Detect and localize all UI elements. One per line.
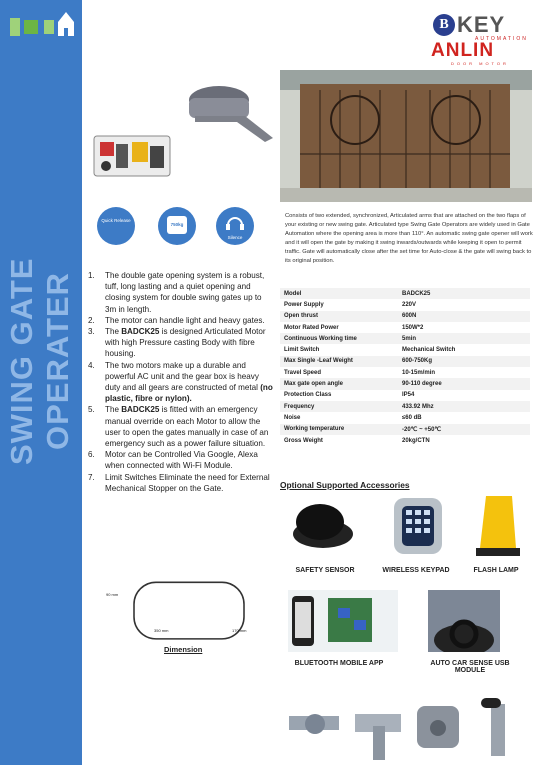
spec-key: Max Single -Leaf Weight <box>280 356 398 367</box>
spec-key: Open thrust <box>280 311 398 322</box>
safety-sensor-image <box>288 500 358 552</box>
spec-row <box>280 333 530 344</box>
list-item <box>88 404 274 449</box>
feature-label: 750kg <box>170 222 184 227</box>
list-item <box>88 360 274 405</box>
bluetooth-app-label: BLUETOOTH MOBILE APP <box>294 660 384 667</box>
list-text: is designed Articulated Motor with high Pressure casting Body with fibre housing. <box>105 327 266 359</box>
spec-value: 433.92 Mhz <box>398 401 530 412</box>
spec-row <box>280 424 530 435</box>
headphone-icon <box>225 213 245 231</box>
spec-value: 600-750Kg <box>398 356 530 367</box>
safety-sensor-label: SAFETY SENSOR <box>295 567 355 574</box>
wireless-keypad-image <box>390 496 446 556</box>
logo-anlin-text: ANLIN <box>431 40 495 61</box>
list-item <box>88 449 274 471</box>
bluetooth-app-image <box>288 590 398 652</box>
logo-key-text: KEY <box>457 12 506 37</box>
spec-key: Working temperature <box>280 424 398 435</box>
spec-value: -20℃ ~ +50℃ <box>398 424 530 435</box>
spec-row <box>280 356 530 367</box>
sidebar-band <box>0 0 82 765</box>
spec-value: BADCK25 <box>398 288 530 299</box>
spec-value: IP54 <box>398 390 530 401</box>
feature-weight <box>158 207 196 245</box>
spec-row <box>280 288 530 299</box>
spec-value: 5min <box>398 333 530 344</box>
spec-row <box>280 390 530 401</box>
dimension-width2: 170 mm <box>232 628 247 633</box>
spec-row <box>280 378 530 389</box>
spec-row <box>280 299 530 310</box>
list-text: The <box>105 405 122 415</box>
list-number: 5. <box>88 405 95 415</box>
intro-paragraph: Consists of two extended, synchronized, Articulated arms that are attached on the two flaps of your existing or new swing gate. Articulated type Swing Gate Operators are widely used in Gate Automation where the opening area is more than 110°. An automatic swing gate opener will work and it will open the gate by making it swing inwards/outwards while keeping it open to permit traffic. Gate will automatically close after the set time for Auto-close & the gate will swing back to its original position. <box>285 213 533 264</box>
flash-lamp-label: FLASH LAMP <box>473 567 519 574</box>
spec-key: Motor Rated Power <box>280 322 398 333</box>
spec-key: Limit Switch <box>280 344 398 355</box>
spec-value: 220V <box>398 299 530 310</box>
spec-value: 150W*2 <box>398 322 530 333</box>
list-item <box>88 270 274 315</box>
list-text: The motor can handle light and heavy gates. <box>105 315 265 325</box>
list-item <box>88 326 274 360</box>
spec-key: Gross Weight <box>280 435 398 446</box>
home-icon <box>10 8 76 38</box>
list-text: Limit Switches Eliminate the need for External Mechanical Stopper on the Gate. <box>105 472 270 493</box>
spec-value: 600N <box>398 311 530 322</box>
feature-silence <box>216 207 254 245</box>
dimension-label: Dimension <box>164 645 203 654</box>
gate-photo <box>280 70 532 202</box>
list-number: 7. <box>88 472 95 482</box>
logo-automation-text: AUTOMATION <box>475 36 528 42</box>
spec-key: Power Supply <box>280 299 398 310</box>
list-bold: BADCK25 <box>121 405 160 415</box>
list-number: 2. <box>88 315 95 325</box>
spec-value: 20kg/CTN <box>398 435 530 446</box>
spec-row <box>280 412 530 423</box>
spec-row <box>280 401 530 412</box>
list-number: 6. <box>88 450 95 460</box>
list-text: is fitted with an emergency manual override on each Motor to allow the user to open the gates manually in case of an emergency such as a power failure situation. <box>105 405 269 449</box>
list-item <box>88 472 274 494</box>
logo-b-icon: B <box>433 14 455 36</box>
spec-row <box>280 311 530 322</box>
optional-accessories-title: Optional Supported Accessories <box>280 480 410 490</box>
feature-label: Silence <box>227 235 243 240</box>
list-number: 4. <box>88 360 95 370</box>
spec-key: Max gate open angle <box>280 378 398 389</box>
spec-value: 90-110 degree <box>398 378 530 389</box>
spec-key: Noise <box>280 412 398 423</box>
spec-row <box>280 435 530 446</box>
list-text: Motor can be Controlled Via Google, Alexa when connected with Wi-Fi Module. <box>105 450 258 471</box>
wireless-keypad-label: WIRELESS KEYPAD <box>382 567 450 574</box>
spec-value: Mechanical Switch <box>398 344 530 355</box>
feature-label: Quick Release <box>101 218 131 223</box>
feature-list <box>88 270 274 494</box>
vertical-title: SWING GATE OPERATER <box>4 257 75 465</box>
logo-door-text: DOOR MOTOR <box>451 61 509 66</box>
spec-row <box>280 367 530 378</box>
auto-car-sense-image <box>428 590 500 652</box>
motor-arm-image <box>175 82 275 144</box>
spec-key: Frequency <box>280 401 398 412</box>
list-bold: BADCK25 <box>121 327 160 337</box>
spec-key: Model <box>280 288 398 299</box>
brackets-image <box>285 696 533 762</box>
spec-key: Travel Speed <box>280 367 398 378</box>
dimension-drawing <box>94 576 284 642</box>
auto-car-sense-label: AUTO CAR SENSE USB MODULE <box>430 660 510 674</box>
list-item <box>88 315 274 326</box>
spec-key: Continuous Working time <box>280 333 398 344</box>
spec-row <box>280 322 530 333</box>
spec-row <box>280 344 530 355</box>
spec-value: 10-15m/min <box>398 367 530 378</box>
dimension-height: 90 mm <box>106 592 119 597</box>
list-number: 3. <box>88 327 95 337</box>
spec-key: Protection Class <box>280 390 398 401</box>
feature-quick-release <box>97 207 135 245</box>
dimension-width1: 350 mm <box>154 628 169 633</box>
list-bold: (no plastic, fibre or nylon). <box>105 383 273 404</box>
flash-lamp-image <box>472 490 524 562</box>
brand-logo <box>429 10 534 66</box>
list-number: 1. <box>88 271 95 280</box>
list-text: The double gate opening system is a robust, tuff, long lasting and a quiet opening and closing system for double swing gates up to 3m in length. <box>105 271 265 314</box>
list-text: The two motors make up a durable and powerful AC unit and the gear box is heavy duty and all gears are constructed of metal <box>105 360 261 393</box>
list-text: The <box>105 327 122 337</box>
spec-value: ≤60 dB <box>398 412 530 423</box>
spec-table <box>280 288 530 446</box>
